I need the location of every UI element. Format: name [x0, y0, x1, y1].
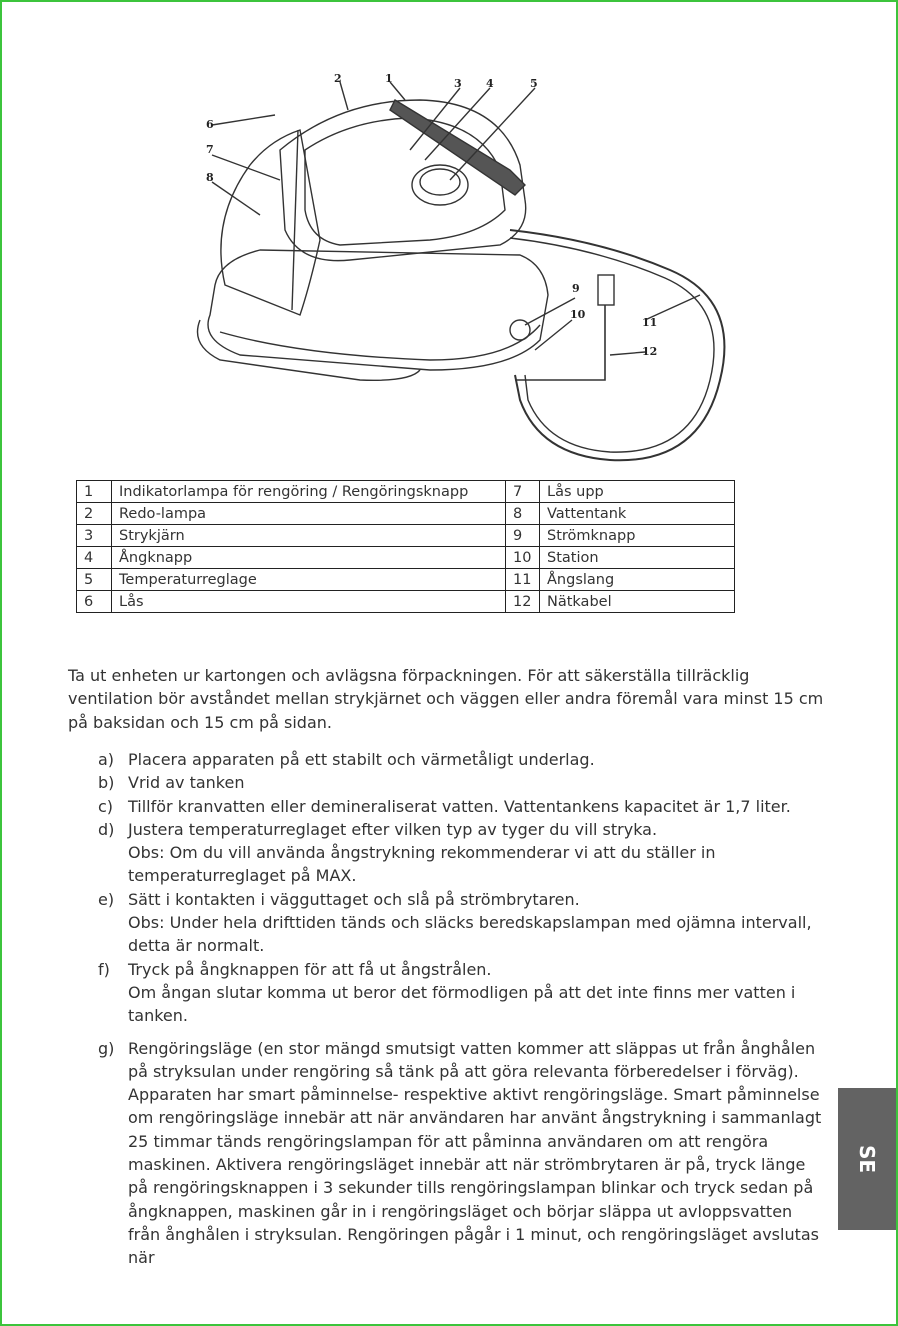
- callout-6: 6: [206, 118, 214, 131]
- table-row: [77, 503, 735, 525]
- part-number: 5: [77, 569, 112, 591]
- callout-line-12: [610, 352, 645, 355]
- part-number: 10: [506, 547, 540, 569]
- callout-11: 11: [642, 316, 658, 329]
- product-drawing: [180, 70, 740, 470]
- language-tab-label: SE: [854, 1144, 879, 1174]
- power-cable: [515, 305, 605, 380]
- language-tab: [838, 1088, 896, 1230]
- step-text: Vrid av tanken: [128, 773, 245, 793]
- parts-table: [76, 480, 735, 613]
- step-note: Obs: Under hela drifttiden tänds och släcks beredskapslampan med ojämna intervall, detta är normalt.: [128, 913, 812, 956]
- callout-3: 3: [454, 77, 462, 90]
- callout-10: 10: [570, 308, 586, 321]
- list-item: [98, 888, 828, 958]
- part-label: Lås upp: [540, 481, 735, 503]
- iron-top: [305, 118, 505, 245]
- iron-body: [280, 100, 526, 261]
- list-marker: b): [98, 773, 115, 793]
- temperature-dial-inner: [420, 169, 460, 195]
- step-note: Om ångan slutar komma ut beror det förmodligen på att det inte finns mer vatten i tanken.: [128, 982, 796, 1026]
- station-rim: [220, 325, 540, 360]
- part-label: Station: [540, 547, 735, 569]
- table-row: [77, 591, 735, 613]
- step-note: Obs: Om du vill använda ångstrykning rekommenderar vi att du ställer in temperaturreglaget på MAX.: [128, 843, 716, 886]
- list-marker: e): [98, 889, 115, 909]
- part-number: 3: [77, 525, 112, 547]
- step-text: Justera temperaturreglaget efter vilken typ av tyger du vill stryka.: [128, 819, 658, 839]
- list-item: [98, 818, 828, 888]
- part-number: 12: [506, 591, 540, 613]
- list-marker: a): [98, 750, 115, 769]
- part-label: Lås: [112, 591, 506, 613]
- iron-handle: [390, 100, 525, 195]
- callout-line-6: [212, 115, 275, 125]
- step-text: Tillför kranvatten eller demineraliserat vatten. Vattentankens kapacitet är 1,7 liter.: [128, 796, 791, 816]
- steam-hose: [510, 230, 724, 460]
- callout-line-9: [525, 298, 575, 325]
- part-label: Strömknapp: [540, 525, 735, 547]
- list-marker: c): [98, 796, 114, 816]
- list-marker: f): [98, 959, 110, 979]
- callout-8: 8: [206, 171, 214, 184]
- power-button: [510, 320, 530, 340]
- part-label: Ångslang: [540, 569, 735, 591]
- power-plug: [598, 275, 614, 305]
- callout-5: 5: [530, 77, 538, 90]
- callout-1: 1: [385, 72, 393, 85]
- intro-paragraph: Ta ut enheten ur kartongen och avlägsna förpackningen. För att säkerställa tillräcklig ventilation bör avståndet mellan strykjärnet och väggen eller andra föremål vara minst 15 cm på baksidan och 15 cm på sidan.: [68, 666, 824, 732]
- part-number: 8: [506, 503, 540, 525]
- callout-12: 12: [642, 345, 658, 358]
- part-label: Strykjärn: [112, 525, 506, 547]
- parts-table-body: [77, 481, 735, 613]
- part-label: Temperaturreglage: [112, 569, 506, 591]
- step-text: Rengöringsläge (en stor mängd smutsigt vatten kommer att släppas ut från ånghålen på stryksulan under rengöring så tänk på att göra relevanta förberedelser i förväg). Apparaten har smart påminnelse- respektive aktivt rengöringsläge. Smart påminnelse om rengöringsläge innebär att när användaren har använt ångstrykning i sammanlagt 25 timmar tänds rengöringslampan för att påminna användaren om att rengöra maskinen. Aktivera rengöringsläget innebär att när strömbrytaren är på, tryck länge på rengöringsknappen i 3 sekunder tills rengöringslampan blinkar och tryck sedan på ångknappen, maskinen går in i rengöringsläget och börjar släppa ut avloppsvatten från ånghålen i stryksulan. Rengöringen pågår i 1 minut, och rengöringsläget avslutas när: [128, 1038, 822, 1268]
- callout-line-7: [212, 155, 280, 180]
- part-number: 7: [506, 481, 540, 503]
- part-number: 2: [77, 503, 112, 525]
- callout-2: 2: [334, 72, 342, 85]
- part-label: Redo-lampa: [112, 503, 506, 525]
- callout-line-2: [340, 82, 348, 110]
- list-item: [98, 771, 828, 794]
- step-text: Tryck på ångknappen för att få ut ångstrålen.: [128, 959, 492, 979]
- tank-seam: [292, 130, 298, 310]
- list-item: [98, 748, 828, 771]
- steps-list: [98, 748, 828, 1270]
- part-number: 11: [506, 569, 540, 591]
- table-row: [77, 481, 735, 503]
- list-item: [98, 1037, 828, 1270]
- part-label: Nätkabel: [540, 591, 735, 613]
- part-label: Indikatorlampa för rengöring / Rengöringsknapp: [112, 481, 506, 503]
- table-row: [77, 525, 735, 547]
- part-number: 4: [77, 547, 112, 569]
- part-number: 6: [77, 591, 112, 613]
- table-row: [77, 547, 735, 569]
- step-text: Placera apparaten på ett stabilt och värmetåligt underlag.: [128, 750, 595, 769]
- part-number: 1: [77, 481, 112, 503]
- table-row: [77, 569, 735, 591]
- part-label: Vattentank: [540, 503, 735, 525]
- list-marker: g): [98, 1038, 115, 1058]
- step-text: Sätt i kontakten i vägguttaget och slå på strömbrytaren.: [128, 889, 580, 909]
- list-item: [98, 795, 828, 818]
- part-label: Ångknapp: [112, 547, 506, 569]
- steam-station-illustration: [180, 70, 740, 470]
- callout-9: 9: [572, 282, 580, 295]
- callout-7: 7: [206, 143, 214, 156]
- list-item: [98, 958, 828, 1028]
- part-number: 9: [506, 525, 540, 547]
- callout-4: 4: [486, 77, 494, 90]
- list-marker: d): [98, 819, 115, 839]
